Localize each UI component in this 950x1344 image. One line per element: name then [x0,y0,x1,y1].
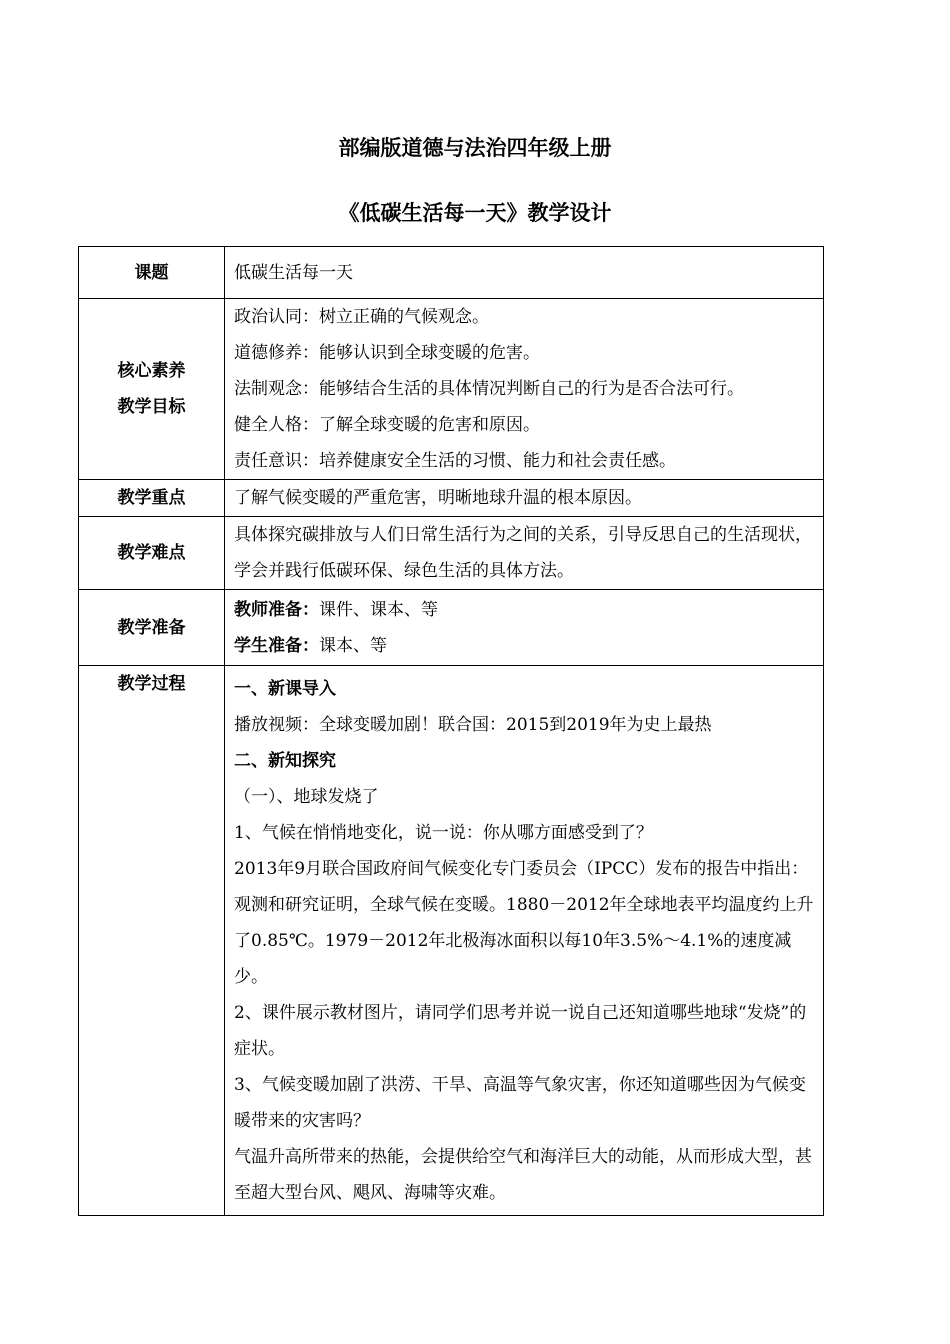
preparation-label: 教学准备 [79,590,225,666]
goal-item: 责任意识：培养健康安全生活的习惯、能力和社会责任感。 [234,451,676,471]
process-subsection1: （一）、地球发烧了 [234,786,379,807]
process-value [225,666,824,1216]
goals-label [79,299,225,480]
table-row-process [79,666,824,1216]
document-subtitle: 《低碳生活每一天》教学设计 [338,200,612,225]
process-answer-1: 2013年9月联合国政府间气候变化专门委员会（IPCC）发布的报告中指出：观测和研究证明，全球气候在变暖。1880－2012年全球地表平均温度约上升了0.85℃。1979－2012年北极海冰面积以每10年3.5%～4.1%的速度减少。 [234,858,814,987]
student-preparation [234,628,817,664]
table-row-key-points [79,480,824,517]
document-title: 部编版道德与法治四年级上册 [338,135,612,160]
topic-value [225,247,824,299]
topic-label: 课题 [79,247,225,299]
table-row-topic [79,247,824,299]
process-answer-3: 气温升高所带来的热能，会提供给空气和海洋巨大的动能，从而形成大型，甚至超大型台风、飓风、海啸等灾难。 [234,1146,812,1203]
process-question-1: 1、气候在悄悄地变化，说一说：你从哪方面感受到了？ [234,822,653,843]
table-row-preparation [79,590,824,666]
goal-item: 道德修养：能够认识到全球变暖的危害。 [234,343,540,363]
lesson-plan-table [78,246,824,1216]
difficulties-value [225,517,824,590]
teacher-preparation-label: 教师准备： [234,599,319,620]
key-points-value [225,480,824,517]
goals-label-line1: 核心素养 [117,361,186,381]
process-section1-text: 播放视频：全球变暖加剧！联合国：2015到2019年为史上最热 [234,714,712,735]
process-label: 教学过程 [79,666,225,1216]
student-preparation-label: 学生准备： [234,635,319,656]
difficulties-text: 具体探究碳排放与人们日常生活行为之间的关系，引导反思自己的生活现状，学会并践行低碳环保、绿色生活的具体方法。 [234,525,812,581]
table-row-difficulties [79,517,824,590]
goal-item: 健全人格：了解全球变暖的危害和原因。 [234,415,540,435]
goals-label-line2: 教学目标 [117,397,186,417]
difficulties-label: 教学难点 [79,517,225,590]
process-section2-heading: 二、新知探究 [234,750,336,771]
process-question-3: 3、气候变暖加剧了洪涝、干旱、高温等气象灾害，你还知道哪些因为气候变暖带来的灾害吗？ [234,1074,806,1131]
goals-content [225,299,824,480]
table-row-goals [79,299,824,480]
teacher-preparation [234,592,817,628]
topic-text: 低碳生活每一天 [234,262,353,283]
teacher-preparation-value: 课件、课本、等 [319,599,438,620]
goal-item: 政治认同：树立正确的气候观念。 [234,307,489,327]
key-points-label: 教学重点 [79,480,225,517]
goal-item: 法制观念：能够结合生活的具体情况判断自己的行为是否合法可行。 [234,379,744,399]
preparation-value [225,590,824,666]
student-preparation-value: 课本、等 [319,635,387,656]
process-section1-heading: 一、新课导入 [234,678,336,699]
key-points-text: 了解气候变暖的严重危害，明晰地球升温的根本原因。 [234,488,642,508]
process-question-2: 2、课件展示教材图片，请同学们思考并说一说自己还知道哪些地球“发烧”的症状。 [234,1002,807,1059]
